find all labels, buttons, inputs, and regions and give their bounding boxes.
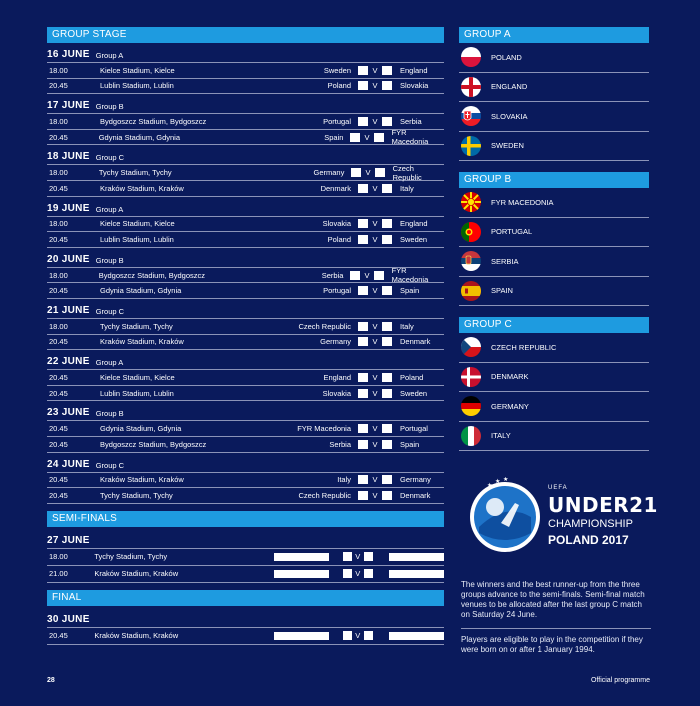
- day-header: [47, 145, 444, 165]
- match-row: [47, 488, 444, 504]
- day-group: Group C: [95, 153, 125, 163]
- away-score-box[interactable]: [364, 552, 373, 561]
- match-time: 20.45: [49, 372, 68, 382]
- england-flag-icon: [461, 77, 481, 97]
- versus-label: V: [372, 388, 378, 398]
- team-name: PORTUGAL: [491, 227, 533, 237]
- team-row: [459, 277, 649, 307]
- home-score-box[interactable]: [343, 552, 352, 561]
- home-score-box[interactable]: [358, 117, 368, 126]
- team-name: SPAIN: [491, 286, 513, 296]
- match-time: 20.45: [49, 490, 68, 500]
- team-name: FYR MACEDONIA: [491, 197, 554, 207]
- away-team: Poland: [400, 372, 424, 382]
- versus-label: V: [355, 631, 361, 641]
- match-row: [47, 181, 444, 197]
- match-row: [47, 130, 444, 146]
- day-header: [47, 43, 444, 63]
- away-score-box[interactable]: [375, 168, 385, 177]
- match-time: 20.45: [49, 424, 68, 434]
- home-team: Germany: [313, 168, 345, 178]
- day-header: [47, 606, 444, 628]
- versus-label: V: [365, 168, 371, 178]
- match-time: 20.45: [49, 183, 68, 193]
- away-team: Spain: [400, 286, 420, 296]
- match-row: [47, 421, 444, 437]
- czech-flag-icon: [461, 337, 481, 357]
- logo-championship: CHAMPIONSHIP: [548, 518, 633, 530]
- team-name: SERBIA: [491, 256, 519, 266]
- match-time: 20.45: [49, 388, 68, 398]
- group-stage-header: GROUP STAGE: [47, 27, 444, 43]
- day-date: 22 JUNE: [47, 356, 90, 368]
- groups-column: [459, 27, 649, 451]
- home-score-box[interactable]: [351, 168, 361, 177]
- team-name: CZECH REPUBLIC: [491, 342, 557, 352]
- home-score-box[interactable]: [358, 337, 368, 346]
- day-header: [47, 197, 444, 217]
- match-time: 18.00: [49, 552, 68, 562]
- match-row: [47, 473, 444, 489]
- match-row: [47, 283, 444, 299]
- final-header: FINAL: [47, 590, 444, 606]
- away-team: Denmark: [400, 490, 431, 500]
- match-time: 20.45: [49, 234, 68, 244]
- versus-label: V: [372, 424, 378, 434]
- versus-label: V: [372, 439, 378, 449]
- versus-label: V: [372, 475, 378, 485]
- away-score-box[interactable]: [382, 184, 392, 193]
- team-name: SWEDEN: [491, 141, 524, 151]
- match-venue: Kielce Stadium, Kielce: [100, 65, 175, 75]
- versus-label: V: [372, 183, 378, 193]
- logo-poland-2017: POLAND 2017: [548, 533, 629, 547]
- away-score-box[interactable]: [382, 235, 392, 244]
- match-venue: Bydgoszcz Stadium, Bydgoszcz: [100, 116, 207, 126]
- poland-flag-icon: [461, 47, 481, 67]
- tournament-logo: [465, 477, 658, 557]
- match-venue: Lublin Stadium, Lublin: [100, 234, 174, 244]
- serbia-flag-icon: [461, 251, 481, 271]
- home-score-box[interactable]: [358, 389, 368, 398]
- match-time: 20.45: [49, 132, 68, 142]
- away-score-box[interactable]: [382, 373, 392, 382]
- versus-label: V: [372, 490, 378, 500]
- match-time: 18.00: [49, 270, 68, 280]
- match-time: 20.45: [49, 337, 68, 347]
- team-row: [459, 363, 649, 393]
- away-team: Germany: [400, 475, 431, 485]
- fixtures-column: [47, 27, 444, 645]
- spain-flag-icon: [461, 281, 481, 301]
- match-row: [47, 566, 444, 583]
- match-row: [47, 370, 444, 386]
- day-header: [47, 299, 444, 319]
- versus-label: V: [372, 234, 378, 244]
- day-header: [47, 94, 444, 114]
- match-row: [47, 217, 444, 233]
- day-group: Group A: [95, 358, 124, 368]
- match-time: 20.45: [49, 81, 68, 91]
- versus-label: V: [372, 116, 378, 126]
- away-score-box[interactable]: [374, 271, 384, 280]
- home-team: Portugal: [323, 286, 351, 296]
- match-row: [47, 165, 444, 181]
- versus-label: V: [355, 552, 361, 562]
- day-group: Group B: [95, 102, 124, 112]
- away-score-box[interactable]: [382, 440, 392, 449]
- home-team: Slovakia: [322, 219, 351, 229]
- versus-label: V: [372, 81, 378, 91]
- match-venue: Kielce Stadium, Kielce: [100, 372, 175, 382]
- away-team: FYR Macedonia: [391, 128, 429, 147]
- day-header: [47, 350, 444, 370]
- home-score-box[interactable]: [358, 286, 368, 295]
- away-score-box[interactable]: [374, 133, 384, 142]
- home-score-box[interactable]: [358, 322, 368, 331]
- home-team-blank[interactable]: [274, 632, 329, 640]
- away-team: Serbia: [400, 116, 422, 126]
- away-score-box[interactable]: [382, 219, 392, 228]
- match-time: 21.00: [49, 569, 68, 579]
- match-venue: Bydgoszcz Stadium, Bydgoszcz: [100, 439, 207, 449]
- home-score-box[interactable]: [350, 271, 360, 280]
- team-name: DENMARK: [491, 372, 529, 382]
- versus-label: V: [372, 219, 378, 229]
- semi_finals-header: SEMI-FINALS: [47, 511, 444, 527]
- home-team: Poland: [327, 81, 351, 91]
- away-team-blank[interactable]: [389, 553, 444, 561]
- match-row: [47, 335, 444, 351]
- team-row: [459, 132, 649, 162]
- away-score-box[interactable]: [364, 631, 373, 640]
- away-team: England: [400, 65, 428, 75]
- match-venue: Gdynia Stadium, Gdynia: [98, 132, 181, 142]
- team-row: [459, 333, 649, 363]
- home-team: Sweden: [323, 65, 351, 75]
- day-date: 17 JUNE: [47, 100, 90, 112]
- svg-text:★: ★: [487, 483, 493, 489]
- versus-label: V: [372, 372, 378, 382]
- day-header: [47, 248, 444, 268]
- home-score-box[interactable]: [358, 219, 368, 228]
- eligibility-note: Players are eligible to play in the competition if they were born on or after 1 January 1994.: [461, 628, 651, 655]
- match-row: [47, 628, 444, 645]
- away-team-blank[interactable]: [389, 632, 444, 640]
- svg-text:★: ★: [495, 479, 501, 485]
- logo-uefa: UEFA: [548, 485, 568, 491]
- home-team-blank[interactable]: [274, 553, 329, 561]
- match-time: 20.45: [49, 475, 68, 485]
- home-score-box[interactable]: [358, 81, 368, 90]
- match-row: [47, 319, 444, 335]
- away-score-box[interactable]: [382, 81, 392, 90]
- day-header: [47, 401, 444, 421]
- away-score-box[interactable]: [364, 569, 373, 578]
- home-score-box[interactable]: [358, 373, 368, 382]
- home-team: Germany: [320, 337, 351, 347]
- home-score-box[interactable]: [358, 235, 368, 244]
- match-venue: Kraków Stadium, Kraków: [100, 183, 184, 193]
- versus-label: V: [372, 286, 378, 296]
- away-team: Italy: [400, 183, 414, 193]
- macedonia-flag-icon: [461, 192, 481, 212]
- team-row: [459, 392, 649, 422]
- home-team: Denmark: [320, 183, 351, 193]
- away-team: Italy: [400, 321, 414, 331]
- svg-text:★: ★: [503, 477, 509, 483]
- match-venue: Kraków Stadium, Kraków: [94, 631, 179, 641]
- sweden-flag-icon: [461, 136, 481, 156]
- away-team: Portugal: [400, 424, 428, 434]
- match-time: 18.00: [49, 219, 68, 229]
- home-score-box[interactable]: [358, 66, 368, 75]
- away-team: Czech Republic: [392, 163, 422, 182]
- day-date: 18 JUNE: [47, 151, 90, 163]
- advance-note: The winners and the best runner-up from the three groups advance to the semi-finals. Semi-final match venues to be allocated after the last group C match on Saturday 24 June.: [461, 580, 645, 619]
- home-team: Slovakia: [322, 388, 351, 398]
- group-header: GROUP B: [459, 172, 649, 188]
- match-venue: Kraków Stadium, Kraków: [100, 475, 184, 485]
- away-team: Sweden: [400, 388, 428, 398]
- match-time: 20.45: [49, 439, 68, 449]
- team-name: POLAND: [491, 52, 522, 62]
- home-team: FYR Macedonia: [297, 424, 351, 434]
- home-team: Czech Republic: [298, 321, 351, 331]
- home-team: Spain: [324, 132, 344, 142]
- versus-label: V: [372, 321, 378, 331]
- day-date: 27 JUNE: [47, 534, 90, 546]
- away-score-box[interactable]: [382, 322, 392, 331]
- day-header: [47, 527, 444, 549]
- team-row: [459, 247, 649, 277]
- match-venue: Tychy Stadium, Tychy: [94, 552, 168, 562]
- logo-under21: UNDER21: [548, 493, 658, 517]
- away-team: Slovakia: [400, 81, 429, 91]
- away-team: Denmark: [400, 337, 431, 347]
- match-venue: Lublin Stadium, Lublin: [100, 81, 174, 91]
- italy-flag-icon: [461, 426, 481, 446]
- germany-flag-icon: [461, 396, 481, 416]
- away-score-box[interactable]: [382, 491, 392, 500]
- away-team: FYR Macedonia: [391, 266, 429, 285]
- away-score-box[interactable]: [382, 389, 392, 398]
- home-team: Portugal: [323, 116, 351, 126]
- match-venue: Bydgoszcz Stadium, Bydgoszcz: [98, 270, 206, 280]
- match-time: 20.45: [49, 286, 68, 296]
- team-name: ENGLAND: [491, 82, 528, 92]
- home-score-box[interactable]: [350, 133, 360, 142]
- slovakia-flag-icon: [461, 106, 481, 126]
- home-score-box[interactable]: [358, 184, 368, 193]
- team-name: SLOVAKIA: [491, 111, 528, 121]
- team-row: [459, 422, 649, 452]
- home-team: England: [323, 372, 351, 382]
- match-venue: Gdynia Stadium, Gdynia: [100, 424, 182, 434]
- team-name: ITALY: [491, 431, 511, 441]
- home-team: Italy: [337, 475, 351, 485]
- team-row: [459, 43, 649, 73]
- away-score-box[interactable]: [382, 475, 392, 484]
- match-row: [47, 437, 444, 453]
- home-score-box[interactable]: [358, 475, 368, 484]
- match-row: [47, 63, 444, 79]
- footer-label: Official programme: [590, 677, 650, 684]
- day-date: 24 JUNE: [47, 458, 90, 470]
- day-group: Group A: [95, 51, 124, 60]
- day-header: [47, 453, 444, 473]
- match-venue: Tychy Stadium, Tychy: [100, 490, 173, 500]
- match-venue: Tychy Stadium, Tychy: [100, 321, 173, 331]
- away-team: Sweden: [400, 234, 428, 244]
- home-team: Serbia: [321, 270, 344, 280]
- day-group: Group A: [95, 204, 124, 214]
- home-score-box[interactable]: [358, 491, 368, 500]
- home-score-box[interactable]: [343, 569, 352, 578]
- match-venue: Lublin Stadium, Lublin: [100, 388, 174, 398]
- team-row: [459, 188, 649, 218]
- away-score-box[interactable]: [382, 286, 392, 295]
- day-date: 16 JUNE: [47, 49, 90, 60]
- away-score-box[interactable]: [382, 337, 392, 346]
- versus-label: V: [372, 337, 378, 347]
- day-date: 19 JUNE: [47, 202, 90, 214]
- day-date: 30 JUNE: [47, 613, 90, 625]
- home-score-box[interactable]: [343, 631, 352, 640]
- match-time: 18.00: [49, 168, 68, 178]
- match-row: [47, 268, 444, 284]
- denmark-flag-icon: [461, 367, 481, 387]
- match-row: [47, 232, 444, 248]
- group-header: GROUP C: [459, 317, 649, 333]
- away-score-box[interactable]: [382, 424, 392, 433]
- page-number: 28: [47, 677, 55, 684]
- match-time: 18.00: [49, 116, 68, 126]
- away-score-box[interactable]: [382, 66, 392, 75]
- versus-label: V: [364, 132, 370, 142]
- away-team: Spain: [400, 439, 420, 449]
- day-date: 20 JUNE: [47, 253, 90, 265]
- match-time: 20.45: [49, 631, 68, 641]
- day-group: Group B: [95, 409, 124, 419]
- match-time: 18.00: [49, 65, 68, 75]
- day-group: Group C: [95, 460, 125, 470]
- home-team-blank[interactable]: [274, 570, 329, 578]
- team-row: [459, 73, 649, 103]
- team-row: [459, 102, 649, 132]
- away-score-box[interactable]: [382, 117, 392, 126]
- team-row: [459, 218, 649, 248]
- day-date: 21 JUNE: [47, 304, 90, 316]
- day-date: 23 JUNE: [47, 407, 90, 419]
- versus-label: V: [355, 569, 361, 579]
- away-team-blank[interactable]: [389, 570, 444, 578]
- home-team: Poland: [327, 234, 351, 244]
- versus-label: V: [372, 65, 378, 75]
- match-row: [47, 549, 444, 566]
- portugal-flag-icon: [461, 222, 481, 242]
- match-venue: Tychy Stadium, Tychy: [98, 168, 172, 178]
- match-venue: Gdynia Stadium, Gdynia: [100, 286, 182, 296]
- match-venue: Kraków Stadium, Kraków: [94, 569, 179, 579]
- away-team: England: [400, 219, 428, 229]
- home-score-box[interactable]: [358, 440, 368, 449]
- match-time: 18.00: [49, 321, 68, 331]
- home-score-box[interactable]: [358, 424, 368, 433]
- day-group: Group B: [95, 255, 124, 265]
- team-name: GERMANY: [491, 401, 529, 411]
- group-header: GROUP A: [459, 27, 649, 43]
- home-team: Czech Republic: [298, 490, 351, 500]
- match-row: [47, 386, 444, 402]
- day-group: Group C: [95, 306, 125, 316]
- match-row: [47, 79, 444, 95]
- match-venue: Kielce Stadium, Kielce: [100, 219, 175, 229]
- home-team: Serbia: [329, 439, 351, 449]
- versus-label: V: [364, 270, 370, 280]
- match-venue: Kraków Stadium, Kraków: [100, 337, 184, 347]
